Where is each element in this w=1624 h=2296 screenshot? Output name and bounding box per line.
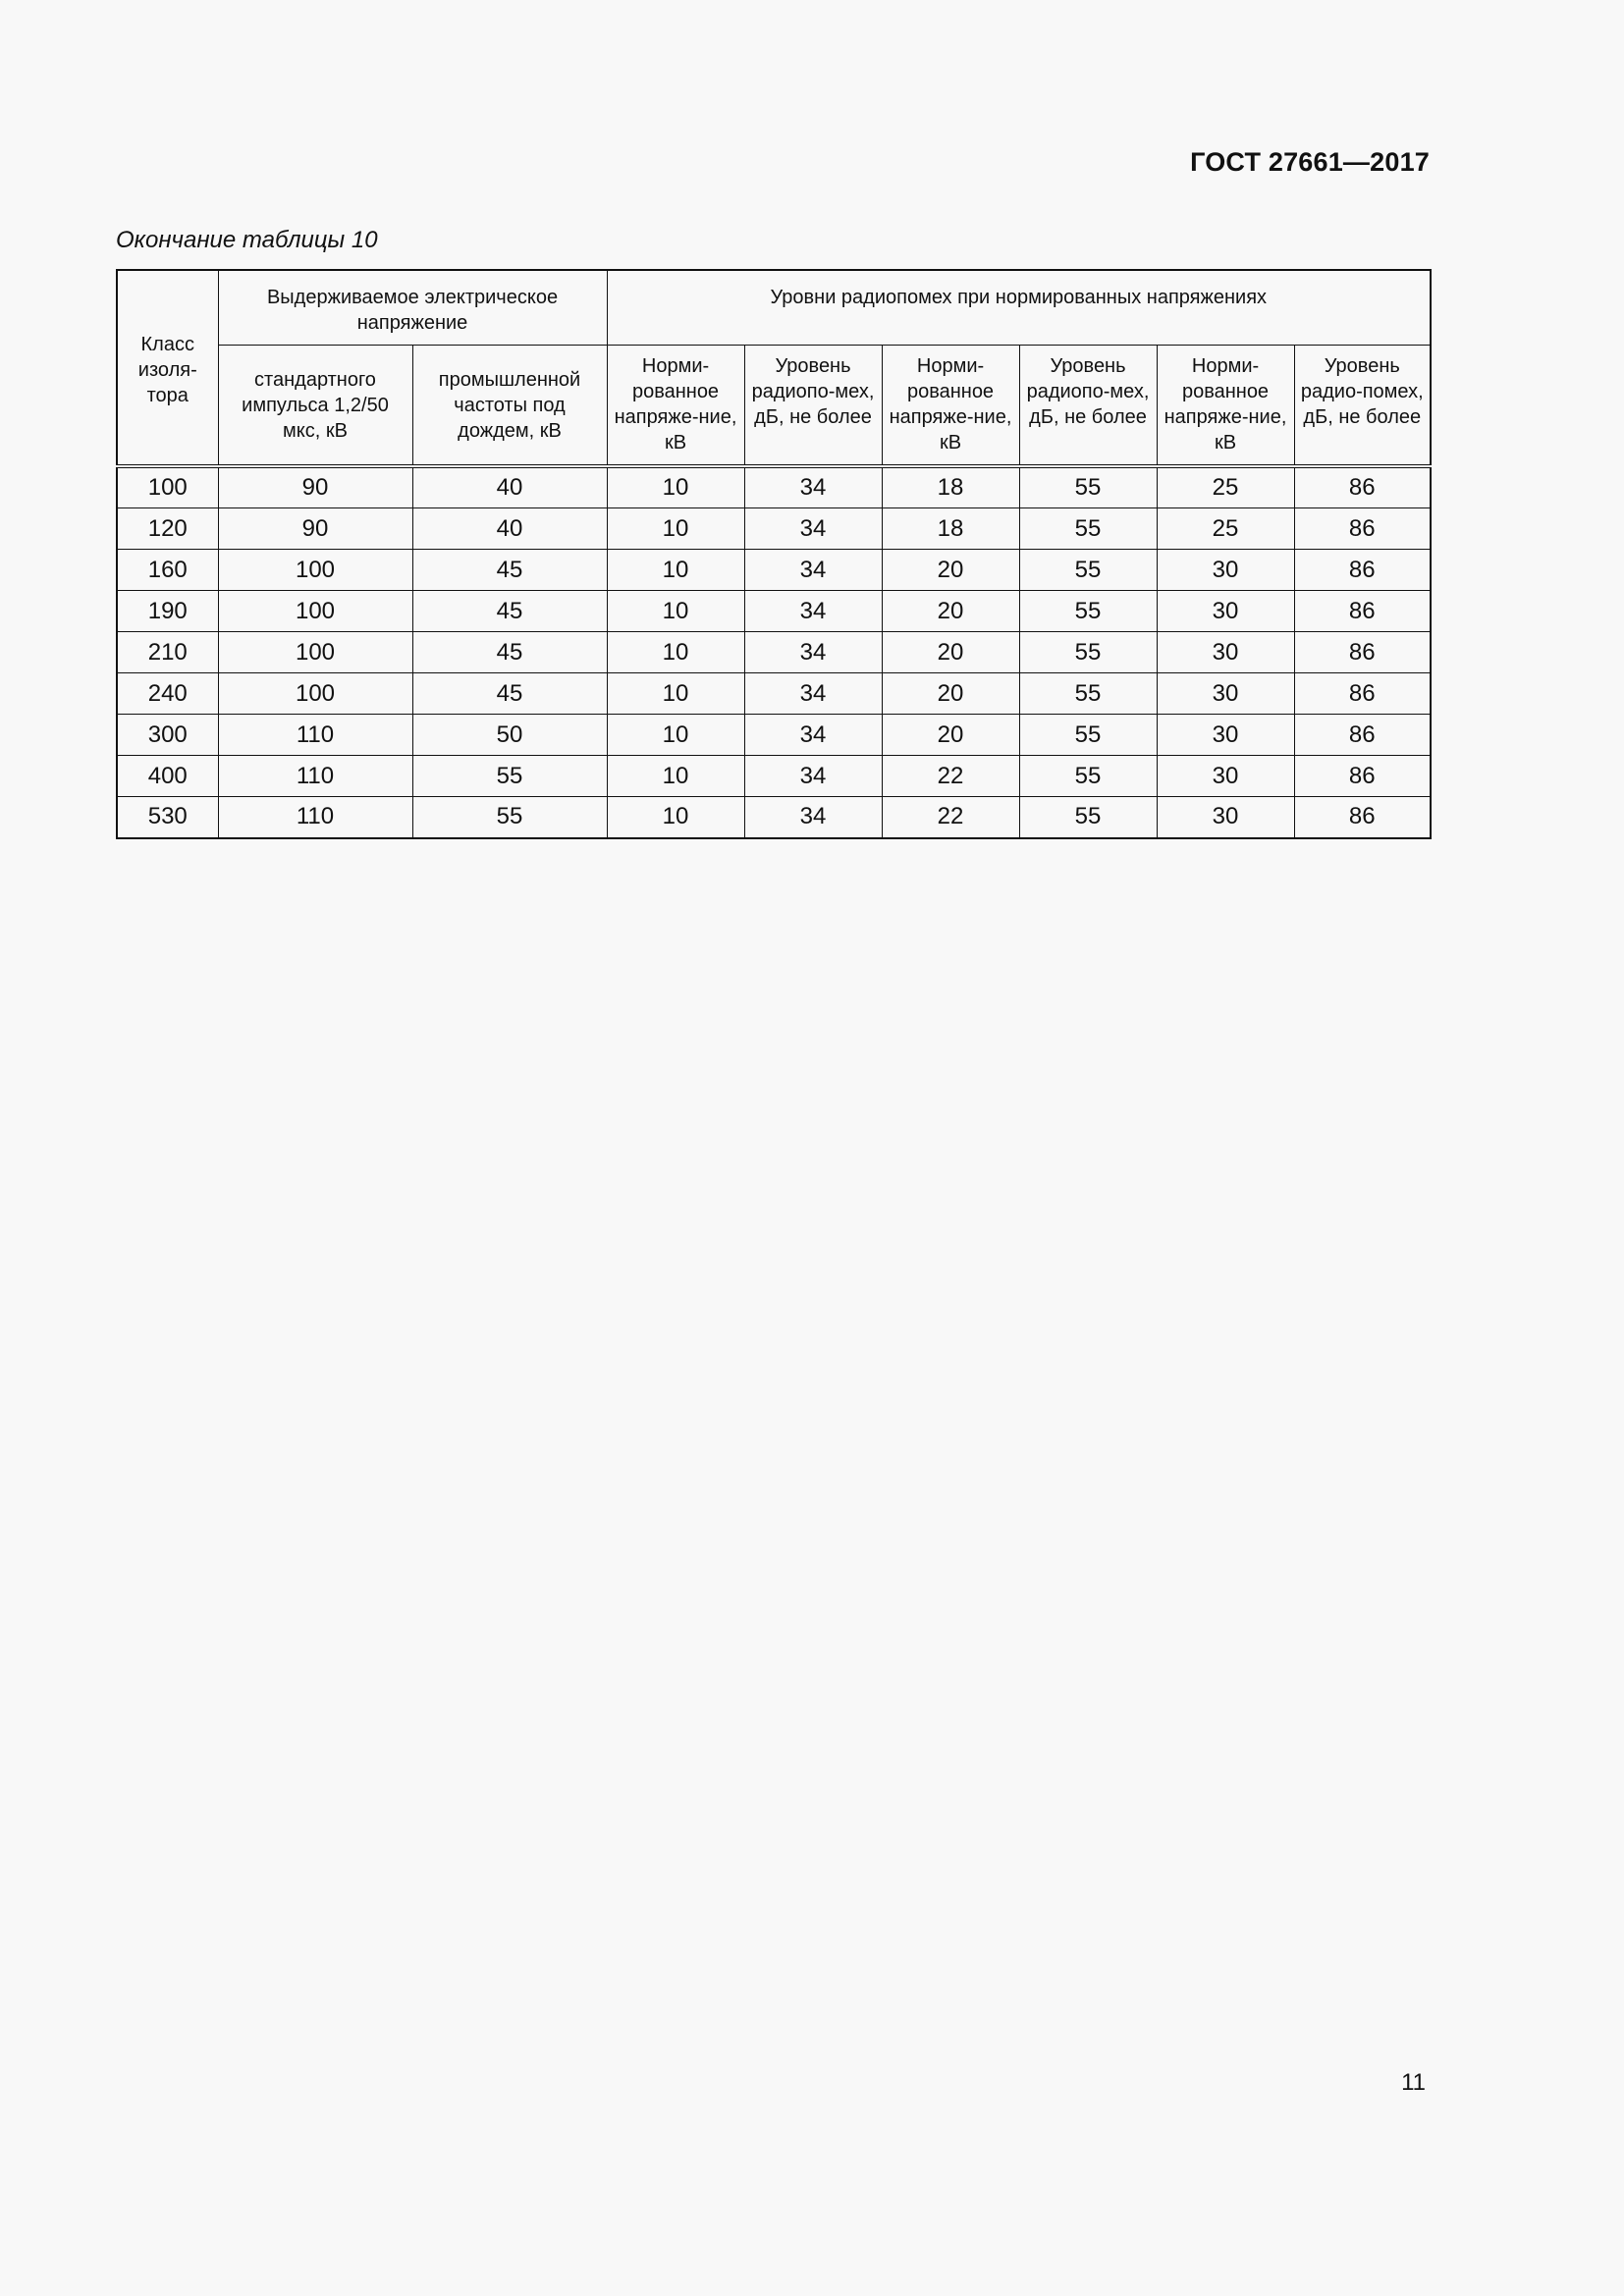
table-cell: 20 — [882, 632, 1019, 673]
table-cell: 100 — [218, 632, 412, 673]
page-number: 11 — [1401, 2069, 1426, 2096]
header-radio-interference: Уровни радиопомех при нормированных напряжениях — [607, 270, 1431, 345]
table-row — [117, 756, 1431, 797]
table-cell: 110 — [218, 797, 412, 838]
table-cell: 160 — [117, 550, 218, 591]
table-cell: 55 — [1019, 466, 1157, 508]
header-radio-level-1: Уровень радиопо-мех, дБ, не более — [744, 345, 882, 466]
table-cell: 55 — [1019, 715, 1157, 756]
table-cell: 86 — [1294, 466, 1431, 508]
table-cell: 55 — [1019, 508, 1157, 550]
table-cell: 110 — [218, 715, 412, 756]
table-cell: 34 — [744, 756, 882, 797]
table-cell: 210 — [117, 632, 218, 673]
document-code: ГОСТ 27661—2017 — [1190, 147, 1430, 177]
table-cell: 90 — [218, 466, 412, 508]
table-cell: 86 — [1294, 797, 1431, 838]
table-cell: 30 — [1157, 715, 1294, 756]
table-cell: 530 — [117, 797, 218, 838]
header-rated-voltage-2: Норми-рованное напряже-ние, кВ — [882, 345, 1019, 466]
table-cell: 100 — [117, 466, 218, 508]
table-cell: 45 — [412, 632, 607, 673]
table-cell: 55 — [1019, 797, 1157, 838]
table-cell: 34 — [744, 550, 882, 591]
table-cell: 120 — [117, 508, 218, 550]
table-cell: 190 — [117, 591, 218, 632]
table-cell: 90 — [218, 508, 412, 550]
table-cell: 34 — [744, 466, 882, 508]
header-rated-voltage-3: Норми-рованное напряже-ние, кВ — [1157, 345, 1294, 466]
table-cell: 18 — [882, 466, 1019, 508]
table-body — [117, 466, 1431, 838]
table-cell: 10 — [607, 632, 744, 673]
insulator-table — [116, 269, 1432, 839]
table-cell: 50 — [412, 715, 607, 756]
table-cell: 25 — [1157, 508, 1294, 550]
table-cell: 20 — [882, 715, 1019, 756]
table-cell: 86 — [1294, 508, 1431, 550]
table-cell: 34 — [744, 591, 882, 632]
header-radio-level-2: Уровень радиопо-мех, дБ, не более — [1019, 345, 1157, 466]
table-row — [117, 632, 1431, 673]
table-cell: 22 — [882, 797, 1019, 838]
table-cell: 20 — [882, 673, 1019, 715]
table-cell: 300 — [117, 715, 218, 756]
table-cell: 10 — [607, 756, 744, 797]
table-caption: Окончание таблицы 10 — [116, 227, 378, 253]
table-cell: 55 — [1019, 550, 1157, 591]
table-cell: 45 — [412, 550, 607, 591]
table-cell: 25 — [1157, 466, 1294, 508]
table-cell: 55 — [412, 756, 607, 797]
table-cell: 34 — [744, 632, 882, 673]
table-cell: 55 — [1019, 673, 1157, 715]
table-cell: 30 — [1157, 797, 1294, 838]
header-withstand-voltage: Выдерживаемое электрическое напряжение — [218, 270, 607, 345]
header-impulse-voltage: стандартного импульса 1,2/50 мкс, кВ — [218, 345, 412, 466]
table-cell: 100 — [218, 550, 412, 591]
table-cell: 240 — [117, 673, 218, 715]
table-cell: 34 — [744, 508, 882, 550]
table-cell: 45 — [412, 591, 607, 632]
header-rated-voltage-1: Норми-рованное напряже-ние, кВ — [607, 345, 744, 466]
table-cell: 22 — [882, 756, 1019, 797]
table-cell: 10 — [607, 673, 744, 715]
table-cell: 34 — [744, 797, 882, 838]
table-row — [117, 673, 1431, 715]
table-cell: 400 — [117, 756, 218, 797]
table-cell: 55 — [1019, 632, 1157, 673]
table-cell: 10 — [607, 550, 744, 591]
table-row — [117, 591, 1431, 632]
table-cell: 86 — [1294, 550, 1431, 591]
table-cell: 10 — [607, 508, 744, 550]
header-rain-voltage: промышленной частоты под дождем, кВ — [412, 345, 607, 466]
table-row — [117, 466, 1431, 508]
table-row — [117, 550, 1431, 591]
table-cell: 30 — [1157, 591, 1294, 632]
table-cell: 86 — [1294, 673, 1431, 715]
table-row — [117, 715, 1431, 756]
table-cell: 30 — [1157, 550, 1294, 591]
table-row — [117, 508, 1431, 550]
table-cell: 86 — [1294, 715, 1431, 756]
table-cell: 34 — [744, 673, 882, 715]
header-insulator-class: Класс изоля-тора — [117, 270, 218, 466]
table-cell: 20 — [882, 591, 1019, 632]
table-cell: 30 — [1157, 632, 1294, 673]
table-cell: 55 — [412, 797, 607, 838]
table-cell: 55 — [1019, 591, 1157, 632]
table-cell: 30 — [1157, 673, 1294, 715]
table-cell: 86 — [1294, 756, 1431, 797]
table-cell: 10 — [607, 466, 744, 508]
table-cell: 18 — [882, 508, 1019, 550]
table-cell: 30 — [1157, 756, 1294, 797]
table-cell: 100 — [218, 673, 412, 715]
table-cell: 110 — [218, 756, 412, 797]
table-cell: 86 — [1294, 591, 1431, 632]
table-cell: 45 — [412, 673, 607, 715]
table-cell: 55 — [1019, 756, 1157, 797]
header-radio-level-3: Уровень радио-помех, дБ, не более — [1294, 345, 1431, 466]
table-cell: 10 — [607, 715, 744, 756]
table-cell: 20 — [882, 550, 1019, 591]
table-row — [117, 797, 1431, 838]
table-cell: 10 — [607, 591, 744, 632]
table-cell: 100 — [218, 591, 412, 632]
table-cell: 86 — [1294, 632, 1431, 673]
table-cell: 40 — [412, 508, 607, 550]
table-cell: 34 — [744, 715, 882, 756]
table-cell: 10 — [607, 797, 744, 838]
table-cell: 40 — [412, 466, 607, 508]
